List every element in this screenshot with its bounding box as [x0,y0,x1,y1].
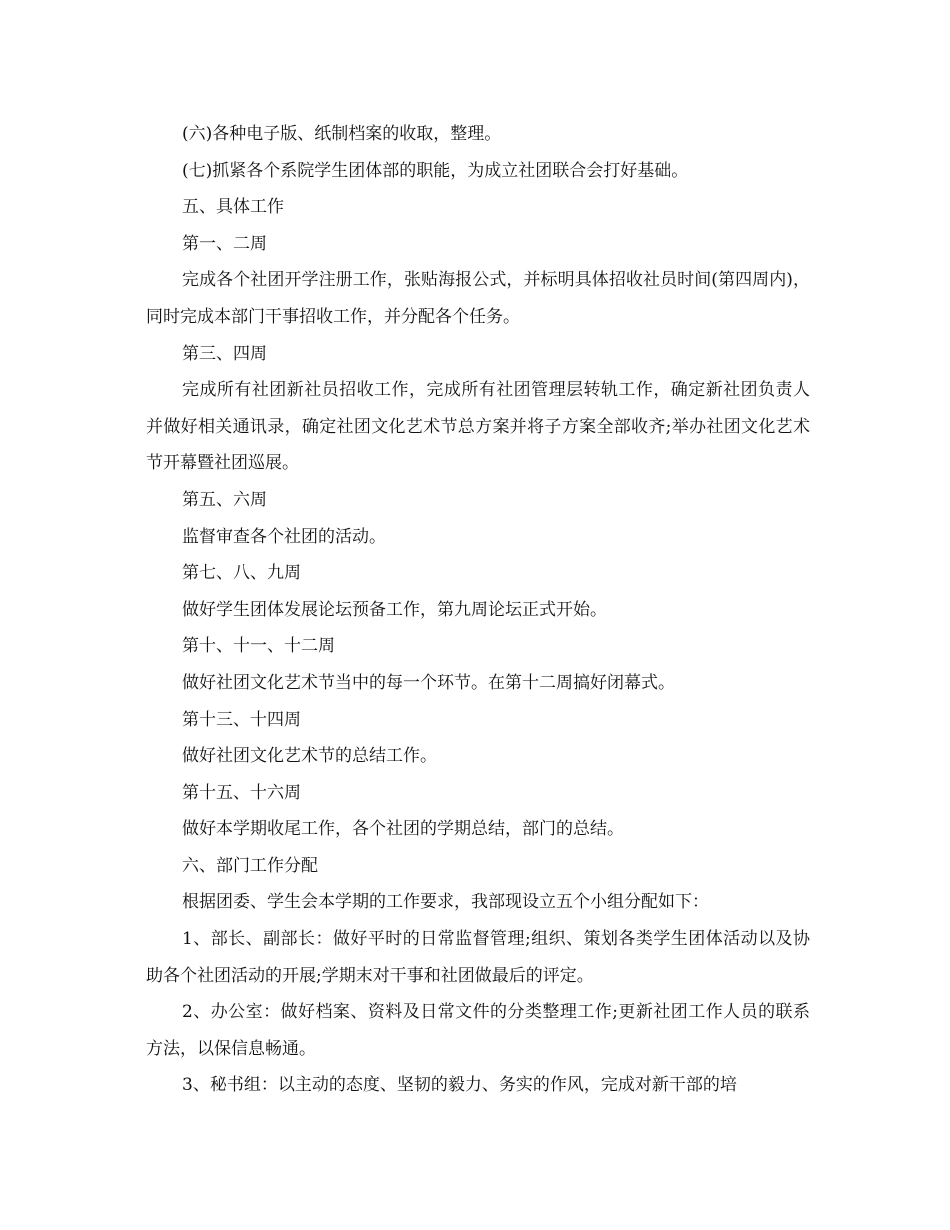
week-heading-7-9: 第七、八、九周 [182,563,301,584]
assignment-item-1: 1、部长、副部长：做好平时的日常监督管理;组织、策划各类学生团体活动以及协助各个社团活动的开展;学期末对干事和社团做最后的评定。 [146,929,810,986]
week-10-12-paragraph: 做好社团文化艺术节当中的每一个环节。在第十二周搞好闭幕式。 [182,672,675,693]
week-heading-1-2: 第一、二周 [182,233,267,254]
week-13-14-paragraph: 做好社团文化艺术节的总结工作。 [182,746,437,767]
section-heading-5: 五、具体工作 [182,197,284,218]
assignment-item-3: 3、秘书组：以主动的态度、坚韧的毅力、务实的作风，完成对新干部的培 [182,1075,737,1096]
week-3-4-paragraph: 完成所有社团新社员招收工作，完成所有社团管理层转轨工作，确定新社团负责人并做好相关通讯录，确定社团文化艺术节总方案并将子方案全部收齐;举办社团文化艺术节开幕暨社团巡展。 [146,380,810,474]
week-15-16-paragraph: 做好本学期收尾工作，各个社团的学期总结，部门的总结。 [182,819,624,840]
week-heading-10-12: 第十、十一、十二周 [182,636,335,657]
document-body [146,116,810,1104]
week-5-6-paragraph: 监督审查各个社团的活动。 [182,526,386,547]
week-heading-3-4: 第三、四周 [182,343,267,364]
week-heading-15-16: 第十五、十六周 [182,782,301,803]
assignment-item-2: 2、办公室：做好档案、资料及日常文件的分类整理工作;更新社团工作人员的联系方法，以保信息畅通。 [146,1002,810,1059]
list-item-7: (七)抓紧各个系院学生团体部的职能，为成立社团联合会打好基础。 [182,160,689,181]
section-6-intro: 根据团委、学生会本学期的工作要求，我部现设立五个小组分配如下： [182,892,709,913]
section-heading-6: 六、部门工作分配 [182,855,318,876]
week-7-9-paragraph: 做好学生团体发展论坛预备工作，第九周论坛正式开始。 [182,599,607,620]
week-1-2-paragraph: 完成各个社团开学注册工作，张贴海报公式，并标明具体招收社员时间(第四周内)，同时完成本部门干事招收工作，并分配各个任务。 [146,270,810,327]
week-heading-5-6: 第五、六周 [182,489,267,510]
week-heading-13-14: 第十三、十四周 [182,709,301,730]
list-item-6: (六)各种电子版、纸制档案的收取，整理。 [182,124,502,144]
